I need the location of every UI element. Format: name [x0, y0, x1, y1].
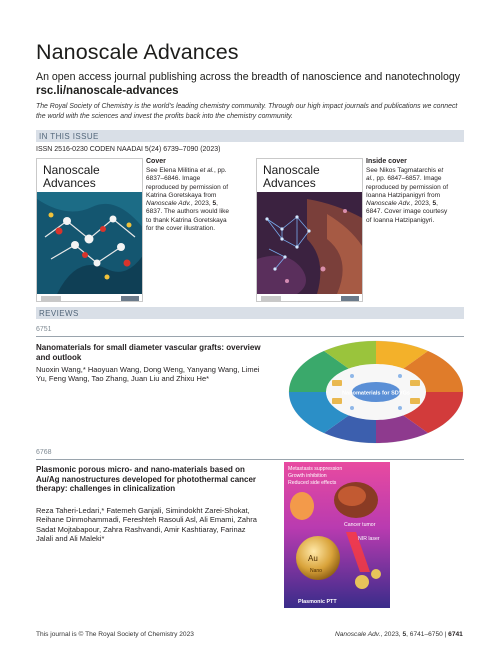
inside-cover-masthead-line2: Advances — [263, 176, 316, 190]
journal-title: Nanoscale Advances — [36, 40, 239, 64]
footer-copyright: This journal is © The Royal Society of Chemistry 2023 — [36, 631, 194, 638]
article-divider — [36, 336, 464, 337]
graphic-label-nano: Nano — [310, 568, 322, 574]
rsc-statement: The Royal Society of Chemistry is the world's leading chemistry community. Through our high impact journals and publications we connect the world with the sciences and invest the profits back into the chemistry community. — [36, 103, 458, 120]
graphic-label-cancer: Cancer tumor — [344, 522, 376, 528]
graphic-label-nir: NIR laser — [358, 536, 380, 542]
article-divider — [36, 459, 464, 460]
in-this-issue-bar — [36, 130, 464, 142]
graphic-label-metastasis: Metastasis suppression — [288, 466, 343, 472]
inside-cover-heading: Inside cover — [366, 158, 407, 165]
cover-image[interactable] — [36, 158, 143, 302]
cover-description: See Elena Militina et al., pp. 6837–6846. Image reproduced by permission of Katrina Goretskaya from Nanoscale Adv., 2023, 5, 6837. The authors would like to thank Katrina Goretskaya for the cover illustration. — [146, 167, 229, 233]
graphic-label-growth: Growth inhibition — [288, 473, 327, 479]
inside-cover-masthead-line1: Nanoscale — [263, 163, 320, 177]
cover-masthead-line2: Advances — [43, 176, 96, 190]
graphic-label-au: Au — [308, 554, 318, 563]
journal-tagline: An open access journal publishing across the breadth of nanoscience and nanotechnology — [36, 71, 461, 83]
article-authors: Nuoxin Wang,* Haoyuan Wang, Dong Weng, Yanyang Wang, Limei Yu, Feng Wang, Tao Zhang, Juan Liu and Zhixu He* — [36, 365, 260, 384]
article-graphic-photothermal[interactable] — [284, 462, 390, 608]
article-authors: Reza Taheri-Ledari,* Fatemeh Ganjali, Simindokht Zarei-Shokat, Reihane Dinmohammadi, Fereshteh Rasouli Asl, Ali Emami, Zahra Sadat Mojtabapour, Zahra Rashvandi, Amir Kashtiaray, Farinaz Jalali and Ali Maleki* — [36, 506, 257, 543]
in-this-issue-label: IN THIS ISSUE — [39, 131, 99, 141]
issn-line: ISSN 2516-0230 CODEN NAADAI 5(24) 6739–7090 (2023) — [36, 146, 221, 153]
inside-cover-image[interactable] — [256, 158, 363, 302]
graphic-label-side-effects: Reduced side effects — [288, 480, 337, 486]
cover-heading: Cover — [146, 158, 166, 165]
page-number: 6741 — [448, 631, 463, 638]
journal-url-link[interactable]: rsc.li/nanoscale-advances — [36, 85, 179, 97]
article-graphic-vascular-grafts[interactable] — [288, 340, 464, 444]
article-page-number: 6768 — [36, 449, 52, 456]
article-page-number: 6751 — [36, 326, 52, 333]
inside-cover-description: See Nikos Tagmatarchis et al., pp. 6847–6857. Image reproduced by permission of Ioanna Hatzipanigyri from Nanoscale Adv., 2023, 5, 6847. Cover image courtesy of Ioanna Hatzipanigyri. — [366, 167, 449, 224]
reviews-label: REVIEWS — [39, 308, 79, 318]
graphic-center-label: Nanomaterials for SDVGs — [341, 390, 411, 397]
article-title-link[interactable]: Nanomaterials for small diameter vascular grafts: overview and outlook — [36, 343, 261, 362]
article-title-link[interactable]: Plasmonic porous micro- and nano-materials based on Au/Ag nanostructures developed for photothermal cancer therapy: challenges in clinicalization — [36, 465, 257, 493]
footer-journal-reference: Nanoscale Adv., 2023, 5, 6741–6750 | 6741 — [335, 631, 463, 638]
reviews-bar — [36, 307, 464, 319]
cover-masthead-line1: Nanoscale — [43, 163, 100, 177]
graphic-label-ppt: Plasmonic PTT — [298, 599, 337, 605]
